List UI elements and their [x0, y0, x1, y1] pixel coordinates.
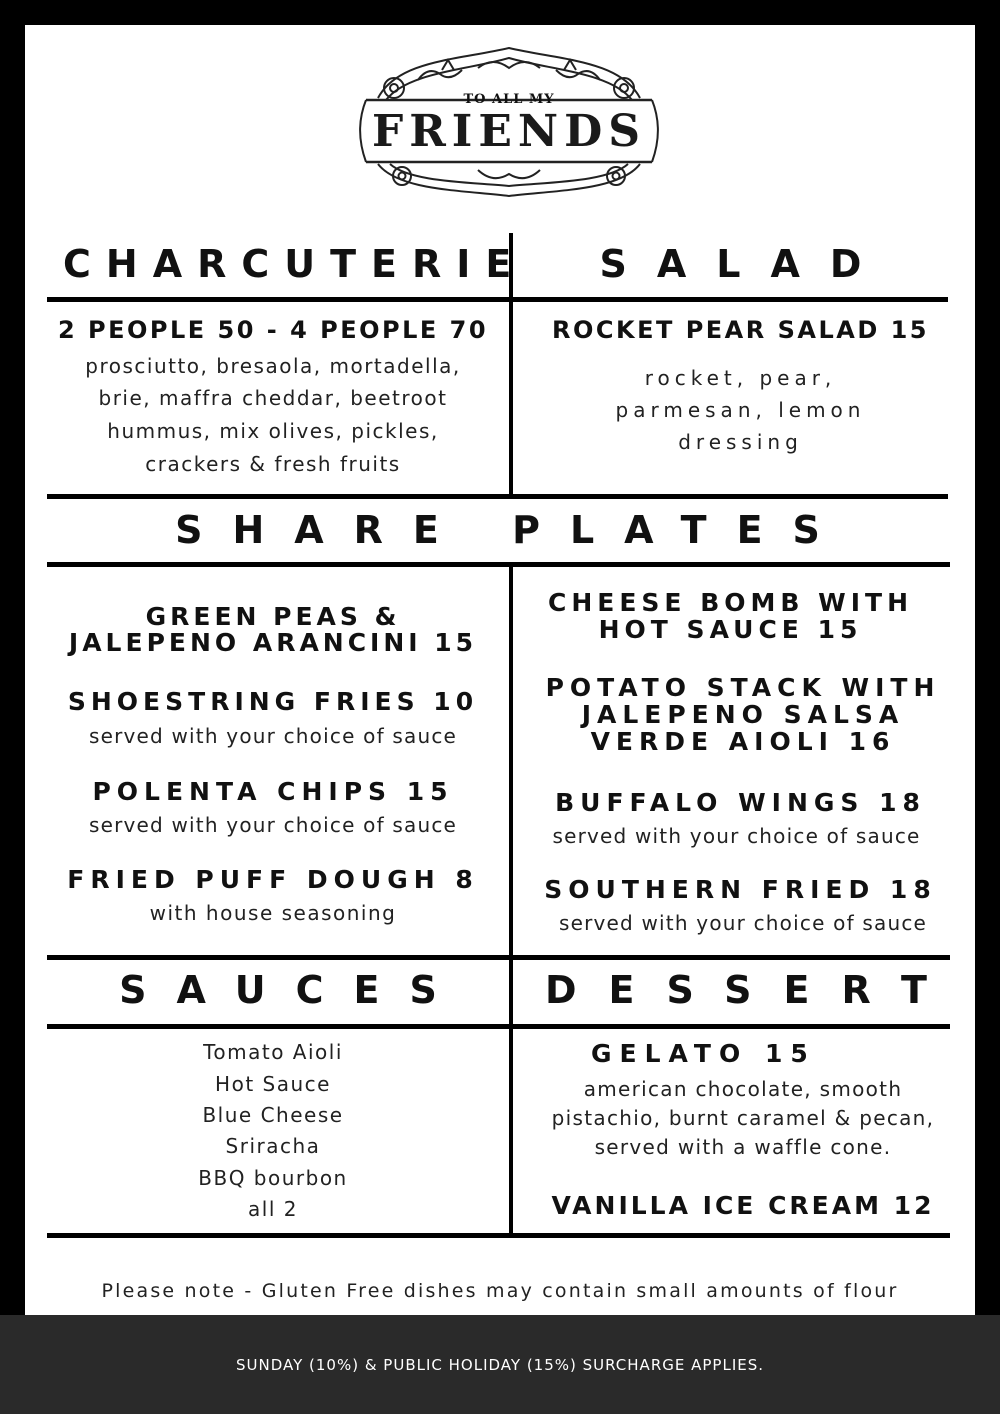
menu-item-title: GREEN PEAS &: [145, 602, 401, 631]
menu-item-title: CHEESE BOMB WITH: [547, 588, 913, 617]
menu-item-title: BUFFALO WINGS 18: [555, 788, 926, 817]
charcuterie-desc-2: brie, maffra cheddar, beetroot: [98, 386, 448, 410]
sauce-item: Tomato Aioli: [203, 1040, 343, 1064]
sauce-item: BBQ bourbon: [198, 1166, 348, 1190]
sauce-item: Sriracha: [225, 1134, 321, 1158]
menu-item-desc: with house seasoning: [149, 901, 397, 925]
section-title-share-plates: SHARE PLATES: [175, 508, 850, 552]
menu-item-title: JALEPENO ARANCINI 15: [68, 628, 478, 657]
menu-item-desc: served with your choice of sauce: [552, 824, 921, 848]
dessert-gelato: GELATO 15: [591, 1039, 816, 1068]
menu-item-title: FRIED PUFF DOUGH 8: [67, 865, 479, 894]
charcuterie-desc-3: hummus, mix olives, pickles,: [107, 419, 439, 443]
menu-item-desc: served with your choice of sauce: [88, 724, 458, 748]
salad-desc-1: rocket, pear,: [644, 366, 837, 390]
divider-horizontal: [47, 562, 950, 567]
menu-item-title: VERDE AIOLI 16: [590, 727, 896, 756]
divider-horizontal: [47, 494, 948, 499]
sauce-item: Hot Sauce: [215, 1072, 331, 1096]
menu-item-desc: served with your choice of sauce: [558, 911, 928, 935]
salad-item: ROCKET PEAR SALAD 15: [551, 316, 929, 344]
gelato-desc-1: american chocolate, smooth: [583, 1077, 903, 1101]
menu-item-title: JALEPENO SALSA: [581, 700, 905, 729]
divider-horizontal: [47, 1233, 950, 1238]
salad-desc-3: dressing: [678, 430, 803, 454]
logo: [358, 40, 660, 198]
section-title-charcuterie: CHARCUTERIE: [63, 242, 527, 286]
charcuterie-price: 2 PEOPLE 50 - 4 PEOPLE 70: [57, 316, 489, 344]
logo-tagline: TO ALL MY: [463, 92, 555, 107]
gelato-desc-2: pistachio, burnt caramel & pecan,: [551, 1106, 935, 1130]
menu-item-title: POLENTA CHIPS 15: [92, 777, 454, 806]
gelato-desc-3: served with a waffle cone.: [594, 1135, 892, 1159]
charcuterie-desc-1: prosciutto, bresaola, mortadella,: [85, 354, 461, 378]
sauce-item: all 2: [248, 1197, 298, 1221]
gluten-free-note: Please note - Gluten Free dishes may contain small amounts of flour: [101, 1280, 899, 1302]
sauce-item: Blue Cheese: [202, 1103, 344, 1127]
divider-horizontal: [47, 297, 948, 302]
section-title-dessert: DESSERT: [545, 968, 959, 1012]
salad-desc-2: parmesan, lemon: [615, 398, 866, 422]
section-title-salad: SALAD: [599, 242, 892, 286]
surcharge-footer: [0, 1315, 1000, 1414]
menu-item-title: HOT SAUCE 15: [598, 615, 863, 644]
menu-item-title: POTATO STACK WITH: [545, 673, 941, 702]
menu-item-title: SHOESTRING FRIES 10: [67, 687, 479, 716]
charcuterie-desc-4: crackers & fresh fruits: [145, 452, 401, 476]
menu-item-title: SOUTHERN FRIED 18: [544, 875, 937, 904]
logo-wordmark: FRIENDS: [371, 106, 647, 157]
dessert-vanilla-ice-cream: VANILLA ICE CREAM 12: [551, 1191, 935, 1220]
menu-item-desc: served with your choice of sauce: [88, 813, 458, 837]
section-title-sauces: SAUCES: [119, 968, 467, 1012]
surcharge-text: SUNDAY (10%) & PUBLIC HOLIDAY (15%) SURCHARGE APPLIES.: [235, 1355, 765, 1374]
divider-horizontal: [47, 955, 950, 960]
divider-horizontal: [47, 1024, 950, 1029]
